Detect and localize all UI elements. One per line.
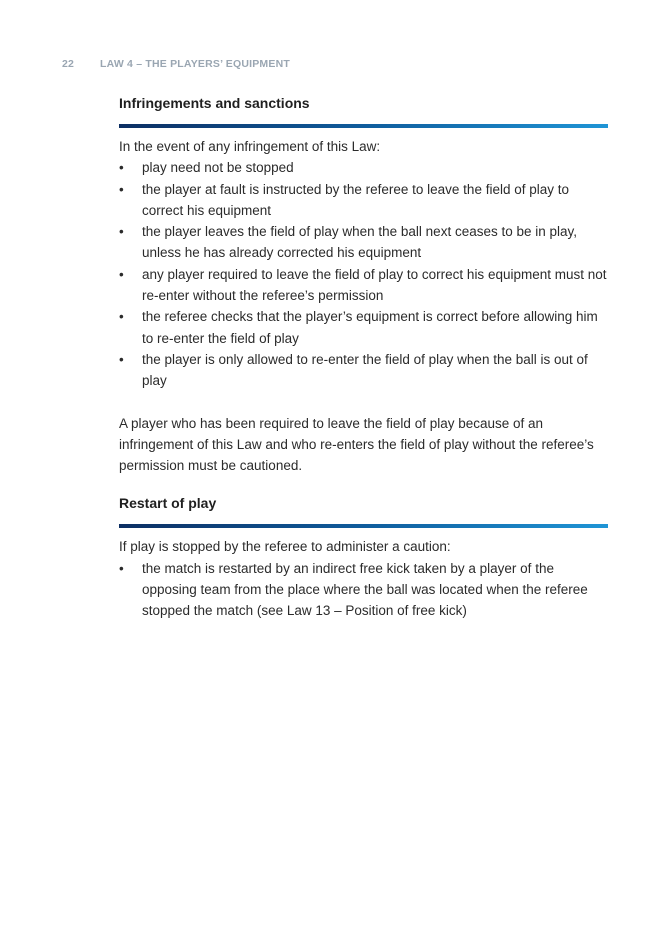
- section-title-restart: Restart of play: [119, 495, 217, 512]
- bullet-icon: •: [119, 560, 124, 576]
- chapter-title: LAW 4 – THE PLAYERS’ EQUIPMENT: [100, 58, 290, 70]
- list-item-text: the referee checks that the player’s equipment is correct before allowing him to re-enter the field of play: [142, 309, 598, 346]
- bullet-icon: •: [119, 224, 124, 240]
- list-item-text: any player required to leave the field of play to correct his equipment must not re-enter without the referee’s permission: [142, 266, 607, 304]
- list-item-text: the player is only allowed to re-enter the field of play when the ball is out of play: [142, 351, 588, 389]
- section-divider: [119, 124, 608, 128]
- list-item-text: the player at fault is instructed by the referee to leave the field of play to correct his equipment: [142, 181, 569, 218]
- section-divider: [119, 524, 608, 528]
- section-intro: In the event of any infringement of this Law:: [119, 139, 381, 154]
- list-item: [119, 558, 608, 622]
- section-title-infringements: Infringements and sanctions: [119, 95, 310, 111]
- list-item: [119, 179, 608, 222]
- section-intro: If play is stopped by the referee to administer a caution:: [119, 539, 451, 555]
- infringement-list: [119, 157, 608, 391]
- list-item-text: play need not be stopped: [142, 160, 294, 176]
- running-header: [62, 58, 290, 70]
- bullet-icon: •: [119, 160, 124, 176]
- section-closing-paragraph: A player who has been required to leave the field of play because of an infringement of this Law and who re-enters the field of play without the referee’s permission must be cautioned.: [119, 415, 594, 474]
- spacer: [119, 476, 608, 494]
- restart-list: [119, 558, 608, 622]
- page-content: [119, 94, 608, 622]
- list-item: [119, 157, 608, 178]
- page-number: 22: [62, 58, 75, 70]
- list-item: [119, 221, 608, 264]
- spacer: [119, 392, 608, 413]
- bullet-icon: •: [119, 351, 124, 367]
- bullet-icon: •: [119, 181, 124, 197]
- list-item: [119, 264, 608, 307]
- list-item: [119, 349, 608, 392]
- bullet-icon: •: [119, 309, 124, 325]
- list-item-text: the player leaves the field of play when the ball next ceases to be in play, unless he has already corrected his equipment: [142, 224, 578, 261]
- list-item: [119, 306, 608, 349]
- bullet-icon: •: [119, 266, 124, 282]
- list-item-text: the match is restarted by an indirect free kick taken by a player of the opposing team from the place where the ball was located when the referee stopped the match (see Law 13 – Position of free kick): [142, 560, 588, 619]
